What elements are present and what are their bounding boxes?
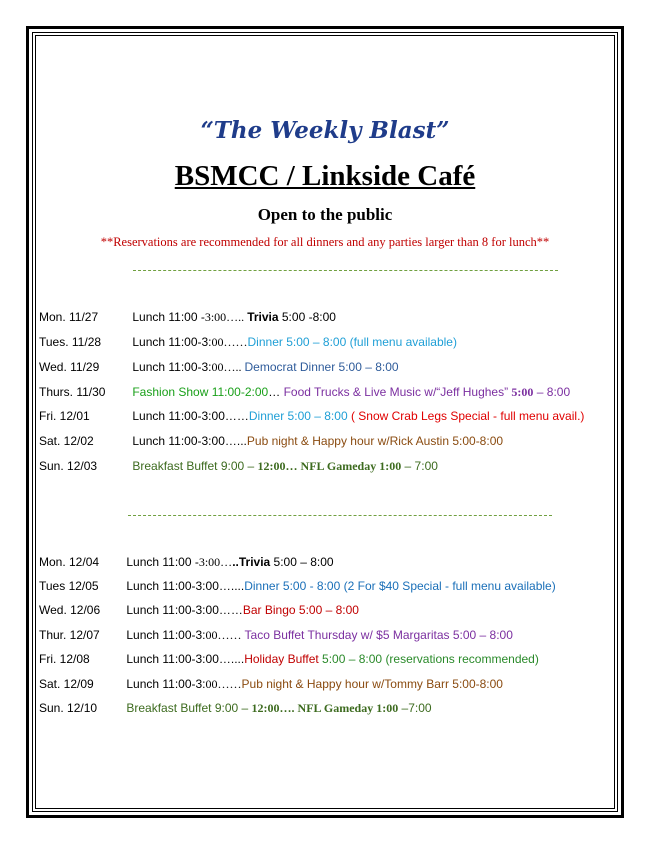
schedule-row: Sun. 12/10 Breakfast Buffet 9:00 – 12:00…. NFL Gameday 1:00 –7:00	[39, 701, 432, 715]
venue-heading: BSMCC / Linkside Café	[174, 160, 476, 192]
day-label: Tues 12/05	[39, 579, 99, 593]
day-label: Mon. 11/27	[39, 310, 99, 324]
day-label: Mon. 12/04	[39, 555, 100, 569]
schedule-row: Wed. 11/29 Lunch 11:00-3:00….. Democrat Dinner 5:00 – 8:00	[39, 360, 399, 374]
schedule-row: Sat. 12/02 Lunch 11:00-3:00…...Pub night & Happy hour w/Rick Austin 5:00-8:00	[39, 434, 504, 448]
day-label: Tues. 11/28	[39, 335, 102, 349]
day-label: Wed. 11/29	[39, 360, 100, 374]
day-label: Wed. 12/06	[39, 603, 101, 617]
day-label: Sun. 12/10	[39, 701, 98, 715]
schedule-row: Fri. 12/01 Lunch 11:00-3:00……Dinner 5:00 – 8:00 ( Snow Crab Legs Special - full menu avail.)	[39, 409, 585, 423]
day-label: Fri. 12/01	[39, 409, 90, 423]
newsletter-title: “The Weekly Blast”	[200, 117, 450, 144]
schedule-row: Mon. 11/27 Lunch 11:00 -3:00….. Trivia 5:00 -8:00	[39, 310, 336, 324]
reservation-note: **Reservations are recommended for all dinners and any parties larger than 8 for lunch**	[100, 235, 550, 249]
schedule-row: Thurs. 11/30 Fashion Show 11:00-2:00… Food Trucks & Live Music w/“Jeff Hughes” 5:00 – 8:00	[39, 385, 571, 399]
day-label: Sat. 12/09	[39, 677, 94, 691]
open-to-public-text: Open to the public	[257, 205, 393, 224]
schedule-row: Sat. 12/09 Lunch 11:00-3:00……Pub night & Happy hour w/Tommy Barr 5:00-8:00	[39, 677, 503, 691]
schedule-row: Tues 12/05 Lunch 11:00-3:00…....Dinner 5:00 - 8:00 (2 For $40 Special - full menu available)	[39, 579, 556, 593]
day-label: Sat. 12/02	[39, 434, 94, 448]
schedule-row: Wed. 12/06 Lunch 11:00-3:00……Bar Bingo 5:00 – 8:00	[39, 603, 359, 617]
schedule-row: Tues. 11/28 Lunch 11:00-3:00……Dinner 5:00 – 8:00 (full menu available)	[39, 335, 457, 349]
schedule-row: Sun. 12/03 Breakfast Buffet 9:00 – 12:00… NFL Gameday 1:00 – 7:00	[39, 459, 438, 473]
schedule-row: Mon. 12/04 Lunch 11:00 -3:00…..Trivia 5:00 – 8:00	[39, 555, 334, 569]
divider-week-2	[128, 503, 552, 516]
day-label: Thurs. 11/30	[39, 385, 106, 399]
divider-week-1	[133, 258, 558, 271]
day-label: Fri. 12/08	[39, 652, 90, 666]
schedule-row: Fri. 12/08 Lunch 11:00-3:00…....Holiday Buffet 5:00 – 8:00 (reservations recommended)	[39, 652, 539, 666]
day-label: Sun. 12/03	[39, 459, 98, 473]
day-label: Thur. 12/07	[39, 628, 100, 642]
schedule-row: Thur. 12/07 Lunch 11:00-3:00…… Taco Buffet Thursday w/ $5 Margaritas 5:00 – 8:00	[39, 628, 513, 642]
